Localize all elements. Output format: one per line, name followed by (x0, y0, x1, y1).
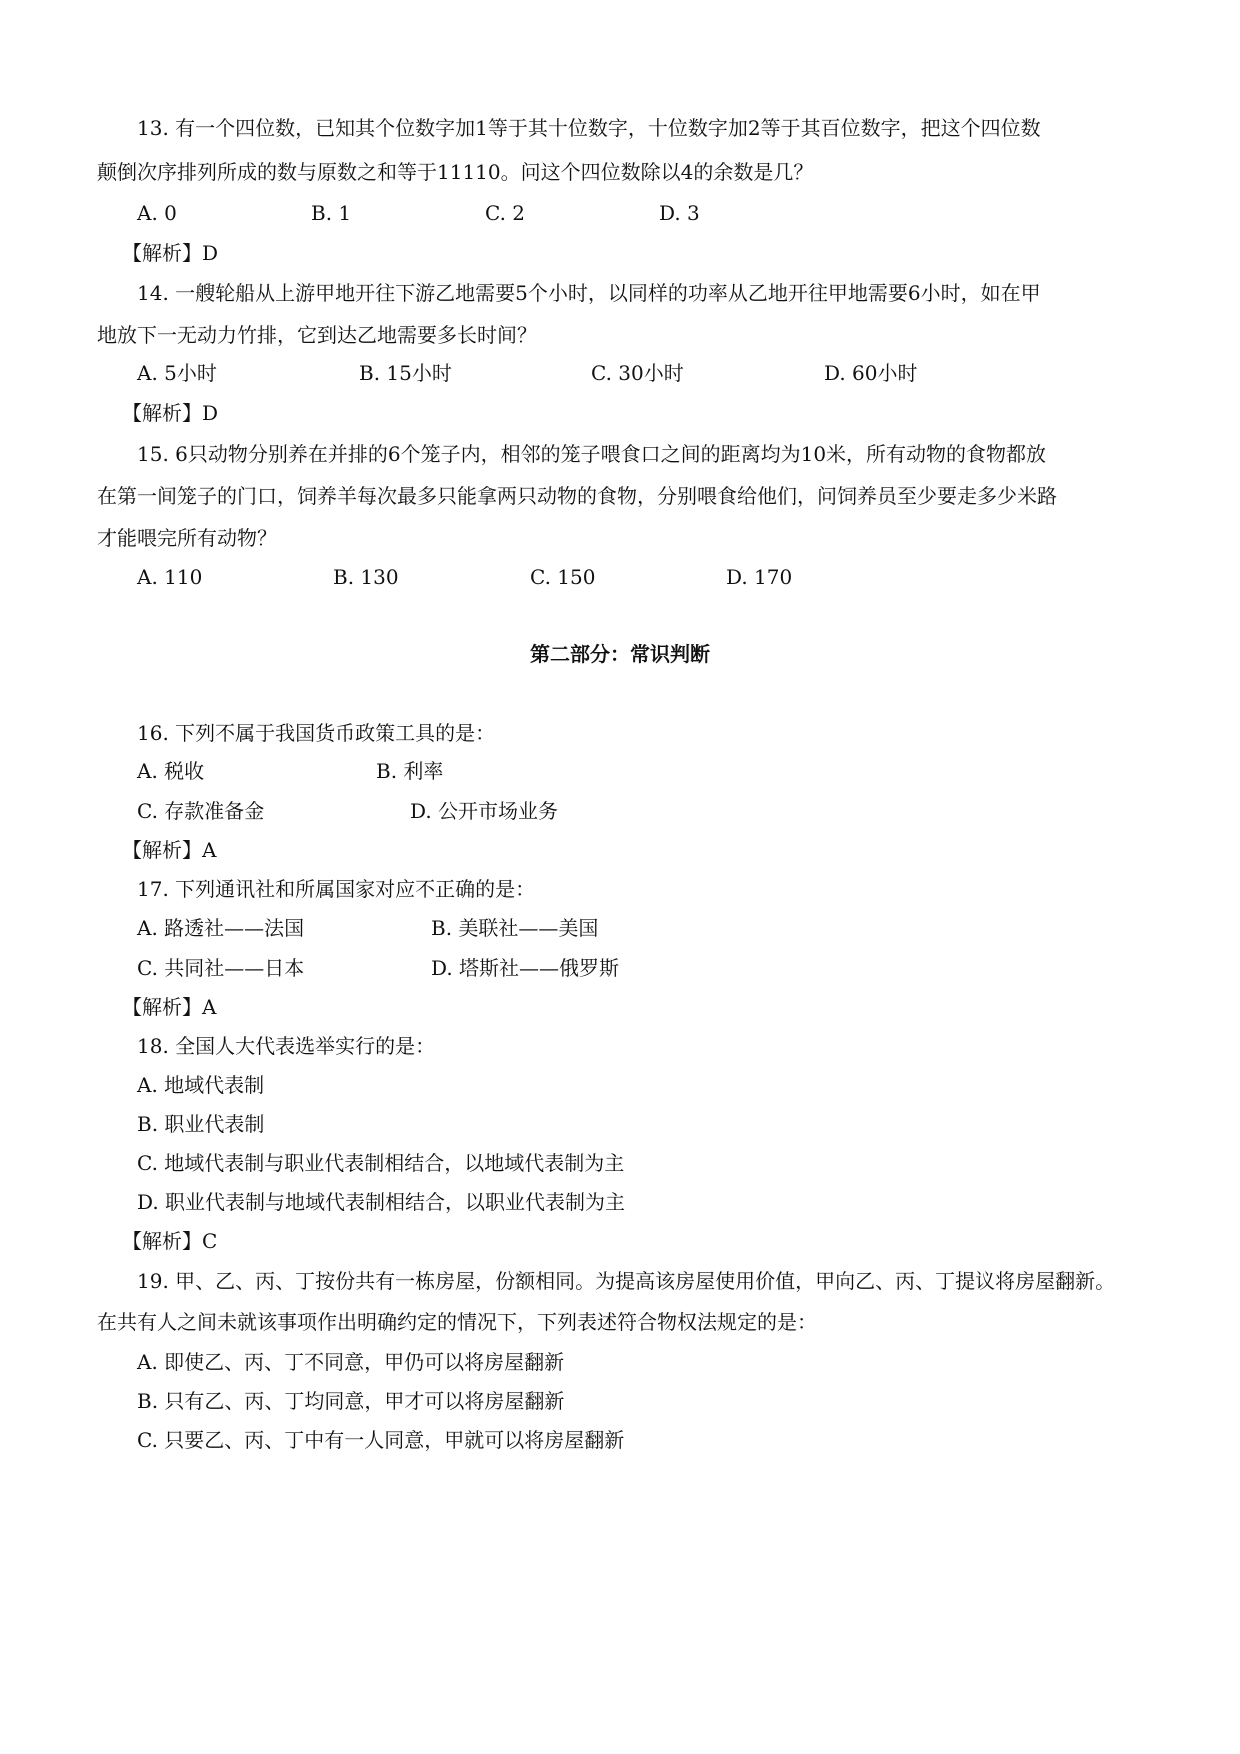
q13-answer-text: 【解析】D (122, 241, 219, 265)
q13-stem-line1 (0, 113, 1240, 143)
q18-option-a: A. 地域代表制 (137, 1073, 265, 1097)
q15-option-c: C. 150 (530, 565, 596, 589)
q16-option-c: C. 存款准备金 (137, 799, 265, 823)
q15-option-d: D. 170 (726, 565, 793, 589)
q14-option-c: C. 30小时 (591, 361, 684, 385)
q16-answer (0, 835, 1240, 865)
q15-stem-line3-text: 才能喂完所有动物？ (97, 526, 277, 550)
q13-option-c: C. 2 (485, 201, 526, 225)
q14-option-a: A. 5小时 (137, 361, 217, 385)
section-title (0, 639, 1240, 669)
q16-option-b: B. 利率 (376, 759, 444, 783)
q14-stem-line2 (0, 320, 1240, 350)
q14-options (0, 358, 1240, 388)
q16-options-row1 (0, 756, 1240, 786)
q15-option-b: B. 130 (333, 565, 399, 589)
q17-option-a: A. 路透社——法国 (137, 916, 305, 940)
q18-stem (0, 1031, 1240, 1061)
q19-option-b-line (0, 1386, 1240, 1416)
q17-stem-text: 17. 下列通讯社和所属国家对应不正确的是： (137, 877, 536, 901)
q18-option-a-line (0, 1070, 1240, 1100)
q17-options-row2 (0, 953, 1240, 983)
q17-answer (0, 992, 1240, 1022)
q19-option-a: A. 即使乙、丙、丁不同意，甲仍可以将房屋翻新 (137, 1350, 565, 1374)
q18-option-d-line (0, 1187, 1240, 1217)
q19-option-c: C. 只要乙、丙、丁中有一人同意，甲就可以将房屋翻新 (137, 1428, 625, 1452)
q18-option-b-line (0, 1109, 1240, 1139)
q13-option-a: A. 0 (137, 201, 177, 225)
q17-stem (0, 874, 1240, 904)
q14-stem-line1 (0, 278, 1240, 308)
q16-answer-text: 【解析】A (122, 838, 217, 862)
q14-stem-line1-text: 14. 一艘轮船从上游甲地开往下游乙地需要5个小时，以同样的功率从乙地开往甲地需要6小时，如在甲 (137, 281, 1041, 305)
q19-stem-line2 (0, 1307, 1240, 1337)
q15-stem-line2-text: 在第一间笼子的门口，饲养羊每次最多只能拿两只动物的食物，分别喂食给他们，问饲养员至少要走多少米路 (97, 484, 1057, 508)
q13-options (0, 198, 1240, 228)
q16-option-a: A. 税收 (137, 759, 205, 783)
q15-stem-line1 (0, 439, 1240, 469)
q14-answer (0, 398, 1240, 428)
q19-option-a-line (0, 1347, 1240, 1377)
q18-option-b: B. 职业代表制 (137, 1112, 265, 1136)
q14-stem-line2-text: 地放下一无动力竹排，它到达乙地需要多长时间？ (97, 323, 537, 347)
q17-option-d: D. 塔斯社——俄罗斯 (431, 956, 620, 980)
q13-stem-line1-text: 13. 有一个四位数，已知其个位数字加1等于其十位数字，十位数字加2等于其百位数字，把这个四位数 (137, 116, 1041, 140)
q19-stem-line2-text: 在共有人之间未就该事项作出明确约定的情况下，下列表述符合物权法规定的是： (97, 1310, 817, 1334)
q18-answer (0, 1226, 1240, 1256)
section-title-text: 第二部分：常识判断 (530, 642, 710, 666)
q16-option-d: D. 公开市场业务 (410, 799, 559, 823)
q17-answer-text: 【解析】A (122, 995, 217, 1019)
q15-stem-line2 (0, 481, 1240, 511)
q19-option-c-line (0, 1425, 1240, 1455)
q13-stem-line2-text: 颠倒次序排列所成的数与原数之和等于11110。问这个四位数除以4的余数是几？ (97, 160, 814, 184)
q13-stem-line2 (0, 157, 1240, 187)
q18-option-c: C. 地域代表制与职业代表制相结合，以地域代表制为主 (137, 1151, 625, 1175)
q17-option-c: C. 共同社——日本 (137, 956, 305, 980)
q16-stem-text: 16. 下列不属于我国货币政策工具的是： (137, 721, 496, 745)
q16-stem (0, 718, 1240, 748)
q13-answer (0, 238, 1240, 268)
q18-option-c-line (0, 1148, 1240, 1178)
q16-options-row2 (0, 796, 1240, 826)
q14-answer-text: 【解析】D (122, 401, 219, 425)
q17-option-b: B. 美联社——美国 (431, 916, 599, 940)
q13-option-b: B. 1 (311, 201, 352, 225)
q19-stem-line1-text: 19. 甲、乙、丙、丁按份共有一栋房屋，份额相同。为提高该房屋使用价值，甲向乙、丙、丁提议将房屋翻新。 (137, 1269, 1116, 1293)
q15-option-a: A. 110 (137, 565, 203, 589)
q18-answer-text: 【解析】C (122, 1229, 218, 1253)
q14-option-b: B. 15小时 (359, 361, 452, 385)
q13-option-d: D. 3 (659, 201, 700, 225)
q19-option-b: B. 只有乙、丙、丁均同意，甲才可以将房屋翻新 (137, 1389, 565, 1413)
q15-options (0, 562, 1240, 592)
q15-stem-line1-text: 15. 6只动物分别养在并排的6个笼子内，相邻的笼子喂食口之间的距离均为10米，所有动物的食物都放 (137, 442, 1047, 466)
q15-stem-line3 (0, 523, 1240, 553)
q19-stem-line1 (0, 1266, 1240, 1296)
q18-option-d: D. 职业代表制与地域代表制相结合，以职业代表制为主 (137, 1190, 626, 1214)
q17-options-row1 (0, 913, 1240, 943)
q18-stem-text: 18. 全国人大代表选举实行的是： (137, 1034, 436, 1058)
q14-option-d: D. 60小时 (824, 361, 918, 385)
